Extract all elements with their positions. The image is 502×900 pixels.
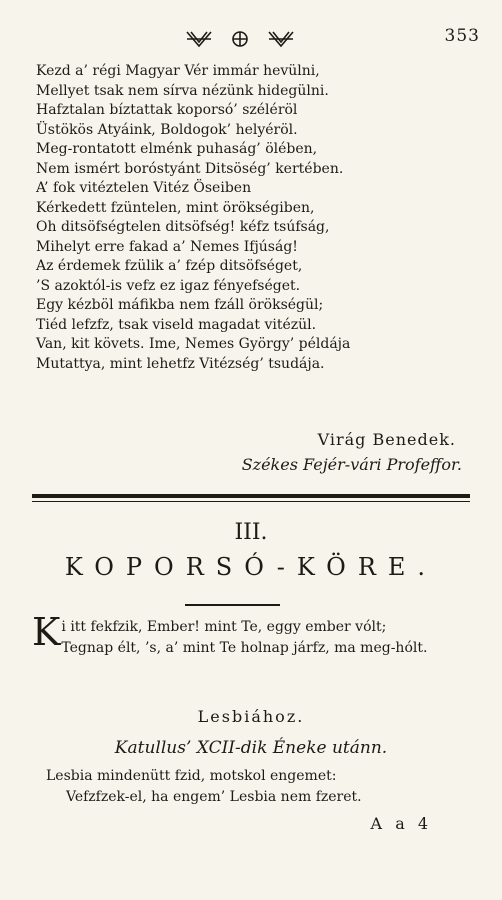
section-number: III. — [234, 520, 268, 545]
poem-line: Mihelyt erre fakad a’ Nemes Ifjúság! — [36, 238, 298, 255]
section-divider-thick — [32, 494, 470, 498]
epigram-line-1-text: i itt fekfzik, Ember! mint Te, eggy ember vólt; — [61, 619, 387, 635]
epigram-line-2: Tegnap élt, ’s, a’ mint Te holnap járfz, ma meg-hólt. — [61, 640, 428, 656]
poem-line: Az érdemek fzülik a’ fzép ditsöfséget, — [36, 258, 303, 274]
printer-ornament-icon — [185, 28, 295, 50]
lesbia-line: Vefzfzek-el, ha engem’ Lesbia nem fzeret. — [66, 789, 362, 805]
short-divider — [185, 604, 280, 606]
poem-line: A’ fok vitéztelen Vitéz Öseiben — [36, 180, 252, 196]
poem-line: Kérkedett fzüntelen, mint örökségiben, — [36, 199, 315, 216]
signature-mark: A a 4 — [370, 814, 432, 833]
poem-line: Mellyet tsak nem sírva nézünk hidegülni. — [36, 82, 329, 99]
author-signature — [242, 430, 462, 474]
page-number: 353 — [444, 26, 480, 46]
section-title: KOPORSÓ-KÖRE. — [64, 553, 438, 581]
poem-line: Nem ismért boróstyánt Ditsöség’ kertében. — [36, 160, 344, 177]
lesbia-heading: Lesbiához. — [197, 707, 305, 726]
poem-line: Tiéd lefzfz, tsak viseld magadat vitézül. — [36, 316, 317, 333]
poem-line: Van, kit követs. Ime, Nemes György’ példája — [36, 336, 351, 352]
author-name: Virág Benedek. — [317, 430, 456, 449]
section-divider-thin — [32, 501, 470, 502]
drop-cap: K — [32, 610, 61, 654]
poem-line: Kezd a’ régi Magyar Vér immár hevülni, — [36, 63, 320, 79]
poem-line: ’S azoktól-is vefz ez igaz fényefséget. — [36, 277, 301, 294]
lesbia-poem — [46, 766, 466, 808]
lesbia-line: Lesbia mindenütt fzid, motskol engemet: — [46, 768, 337, 784]
author-title: Székes Fejér-vári Profeffor. — [241, 455, 462, 474]
lesbia-subheading: Katullus’ XCII-dik Éneke utánn. — [114, 738, 388, 758]
poem-line: Egy kézböl máfikba nem fzáll örökségül; — [36, 297, 324, 313]
poem — [36, 62, 476, 374]
poem-line: Meg-rontatott elménk puhaság’ ölében, — [36, 141, 318, 157]
poem-line: Mutattya, mint lehetfz Vitézség’ tsudája. — [36, 355, 325, 372]
epigram — [32, 610, 482, 659]
poem-line: Hafztalan bíztattak koporsó’ széléröl — [36, 102, 298, 118]
poem-line: Oh ditsöfségtelen ditsöfség! kéfz tsúfság, — [36, 219, 330, 235]
poem-line: Üstökös Atyáink, Boldogok’ helyéröl. — [36, 121, 298, 138]
